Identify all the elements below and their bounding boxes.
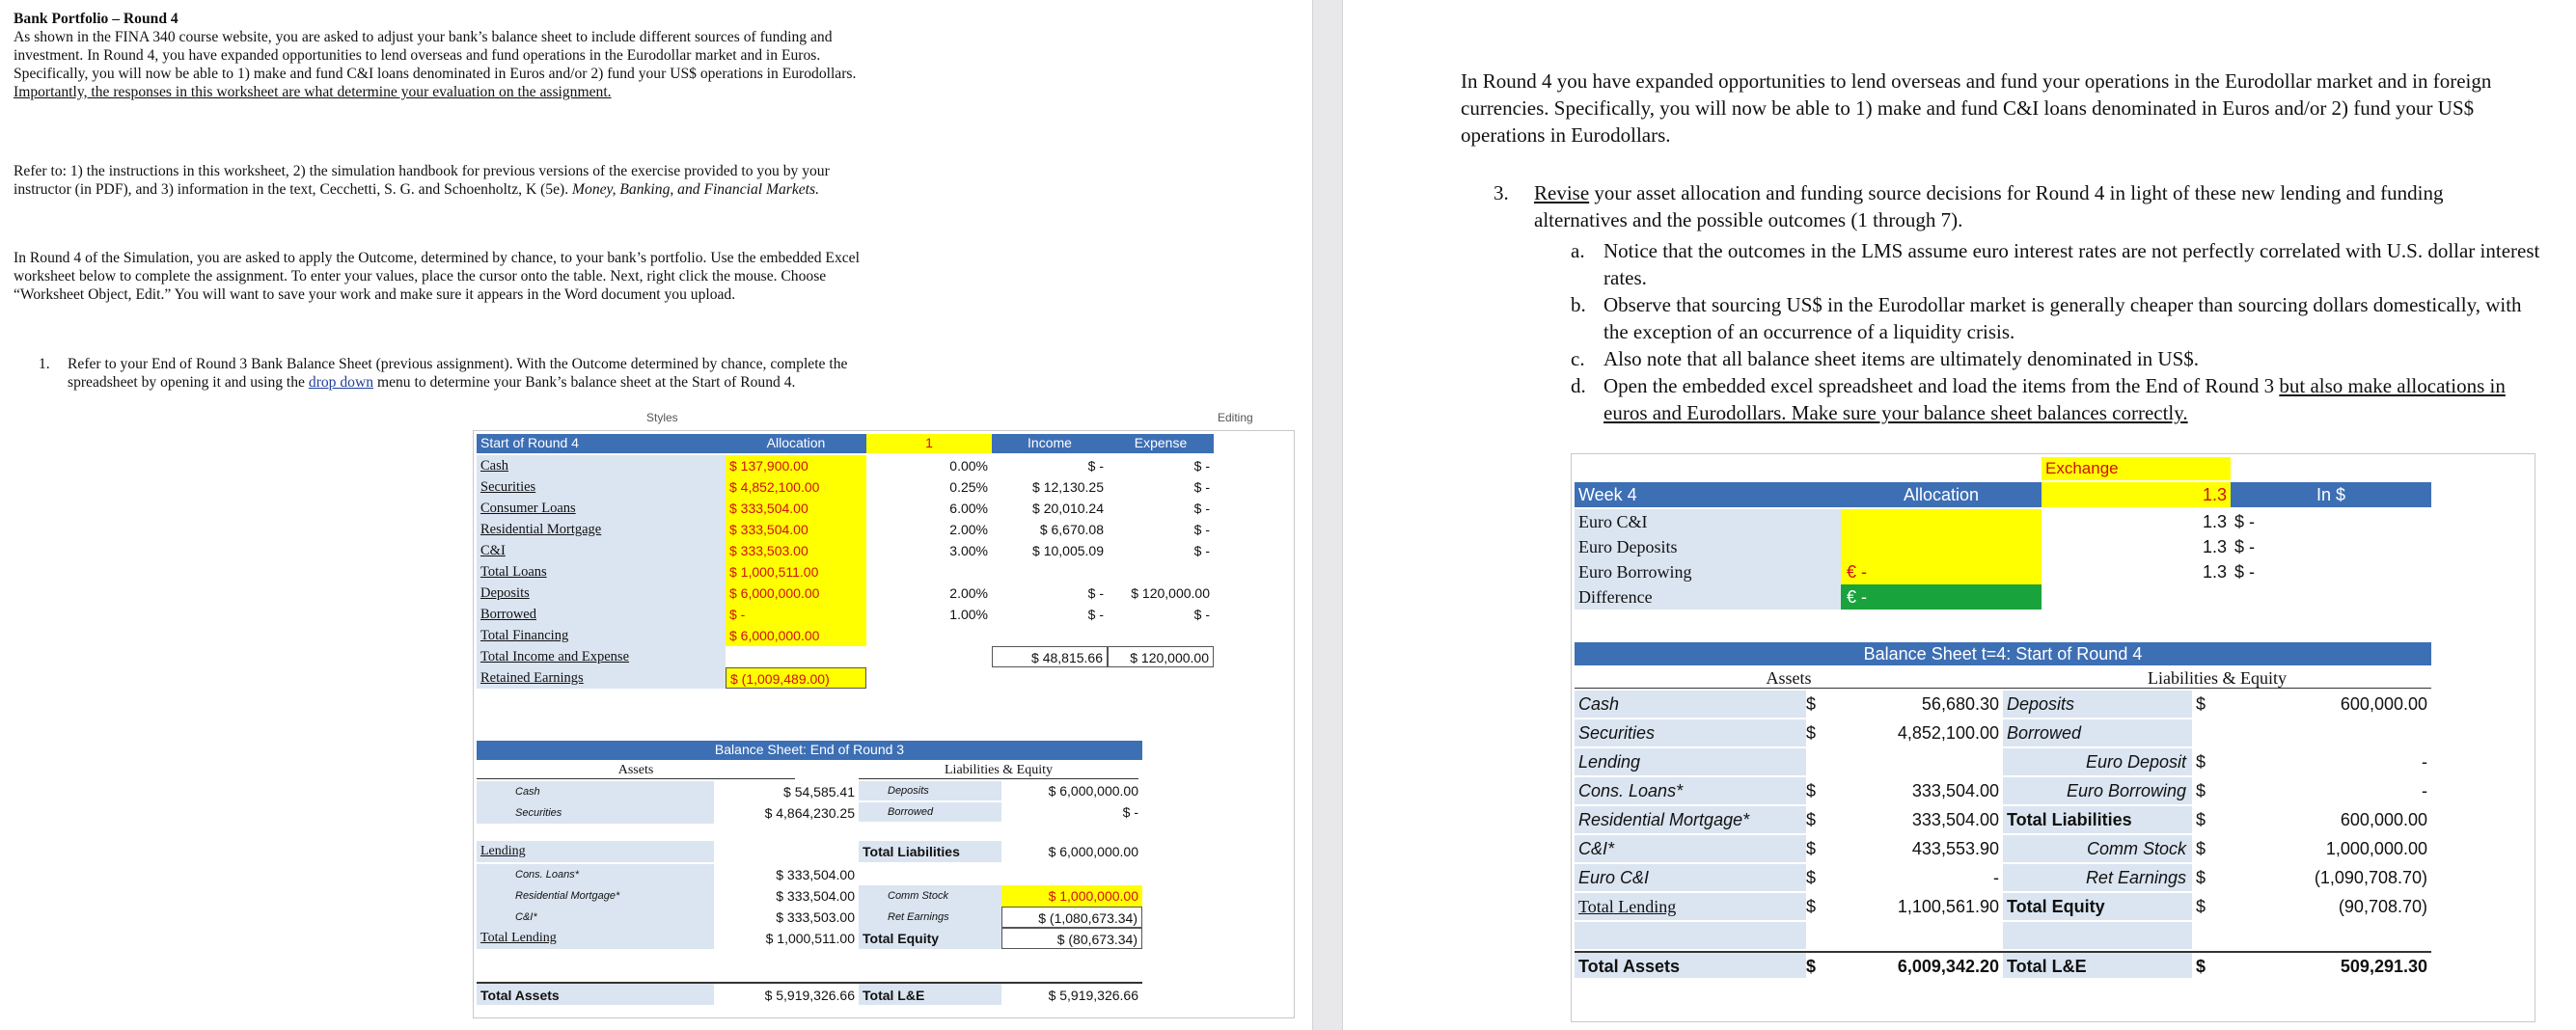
r4-row-expense: $ - bbox=[1193, 479, 1210, 495]
hdr-start-round4: Start of Round 4 bbox=[477, 434, 726, 453]
bs4-asset-cur bbox=[1806, 748, 1829, 775]
fx-row-allocation[interactable] bbox=[1841, 509, 2042, 534]
bs4-asset-label: Lending bbox=[1575, 748, 1806, 775]
bs4-liab-value: - bbox=[2422, 752, 2427, 772]
bs3-comm-stock-label: Comm Stock bbox=[859, 885, 1001, 907]
bs4-liab-value: - bbox=[2422, 781, 2427, 800]
bs3-total-equity-label: Total Equity bbox=[859, 928, 1001, 949]
sub-b-label: b. bbox=[1571, 293, 1586, 316]
item3-text: your asset allocation and funding source decisions for Round 4 in light of these new lending and funding alternatives and the possible outcomes (1 through 7). bbox=[1534, 181, 2444, 231]
ribbon-styles-label: Styles bbox=[646, 411, 678, 424]
bs4-liab-value: 600,000.00 bbox=[2340, 810, 2427, 829]
bs4-asset-cur: $ bbox=[1806, 897, 1817, 916]
outcome-dropdown[interactable]: 1 bbox=[866, 434, 992, 453]
bs4-asset-label: C&I* bbox=[1575, 835, 1806, 862]
r4-row-income: $ 48,815.66 bbox=[992, 646, 1108, 667]
bs4-liab-label: Ret Earnings bbox=[2003, 864, 2192, 891]
bs4-liab-value: 509,291.30 bbox=[2215, 951, 2431, 978]
r4-row-rate: 0.25% bbox=[949, 479, 988, 495]
bs4-asset-label: Securities bbox=[1575, 719, 1806, 746]
r4-row-allocation[interactable]: $ 4,852,100.00 bbox=[726, 476, 866, 498]
r4-row-expense: $ - bbox=[1193, 458, 1210, 474]
bs3-total-le-value: $ 5,919,326.66 bbox=[1001, 982, 1142, 1005]
bs4-liab-cur bbox=[2192, 719, 2215, 746]
bs4-asset-value: 6,009,342.20 bbox=[1829, 951, 2003, 978]
r4-row-income: $ 20,010.24 bbox=[1032, 501, 1104, 516]
bs3-ret-earn-value: $ (1,080,673.34) bbox=[1001, 907, 1142, 928]
bs3-total-lending-label: Total Lending bbox=[477, 928, 714, 949]
fx-hdr-in-usd: In $ bbox=[2231, 482, 2431, 507]
bs4-liab-cur: $ bbox=[2196, 897, 2206, 916]
r4-row-label: Cash bbox=[477, 455, 726, 476]
assets-header: Assets bbox=[477, 762, 795, 779]
hdr-expense: Expense bbox=[1108, 434, 1214, 453]
exchange-label: Exchange bbox=[2042, 457, 2231, 480]
bs4-liab-cur: $ bbox=[2196, 694, 2206, 714]
bs4-asset-label bbox=[1575, 922, 1806, 949]
item1-text-b: menu to determine your Bank’s balance sheet at the Start of Round 4. bbox=[376, 374, 796, 391]
r4-row-rate: 6.00% bbox=[949, 501, 988, 516]
bs4-asset-label: Total Assets bbox=[1575, 951, 1806, 978]
bs4-liab-label: Euro Borrowing bbox=[2003, 777, 2192, 804]
r4-row-allocation[interactable]: $ 333,503.00 bbox=[726, 540, 866, 561]
bs4-asset-cur: $ bbox=[1806, 723, 1817, 743]
bs3-cons-loans-label: Cons. Loans* bbox=[477, 864, 714, 885]
bs4-asset-cur: $ bbox=[1806, 951, 1829, 978]
bs4-asset-value: 333,504.00 bbox=[1911, 810, 1999, 829]
r4-row-expense: $ - bbox=[1193, 543, 1210, 558]
bs4-liab-label: Total L&E bbox=[2003, 951, 2192, 978]
fx-row-rate: 1.3 bbox=[2202, 562, 2227, 582]
list-number: 1. bbox=[39, 356, 50, 372]
liab-header: Liabilities & Equity bbox=[859, 762, 1138, 779]
bs4-title: Balance Sheet t=4: Start of Round 4 bbox=[1575, 642, 2431, 665]
bs3-securities-value: $ 4,864,230.25 bbox=[764, 805, 855, 821]
bs4-liab-value: 1,000,000.00 bbox=[2325, 839, 2427, 858]
r4-row-allocation[interactable]: $ 6,000,000.00 bbox=[726, 583, 866, 604]
sub-d-underlined: but also make allocations in euros and Eurodollars. Make sure your balance sheet balances correctly. bbox=[1603, 374, 2506, 424]
r4-row-expense: $ - bbox=[1193, 522, 1210, 537]
r4-row-allocation[interactable]: $ - bbox=[726, 604, 866, 625]
r4-row-income: $ 12,130.25 bbox=[1032, 479, 1104, 495]
r4-row-label: Borrowed bbox=[477, 604, 726, 625]
r4-row-rate: 1.00% bbox=[949, 607, 988, 622]
r4-row-label: Deposits bbox=[477, 583, 726, 604]
r4-row-label: Total Income and Expense bbox=[477, 646, 726, 667]
bs3-total-assets-label: Total Assets bbox=[477, 982, 714, 1005]
sub-a-text: Notice that the outcomes in the LMS assume euro interest rates are not perfectly correlated with U.S. dollar interest rates. bbox=[1603, 239, 2540, 289]
r4-row-allocation[interactable]: $ 1,000,511.00 bbox=[726, 561, 866, 583]
document-page-right bbox=[1343, 0, 2576, 1030]
r4-row-expense: $ - bbox=[1193, 501, 1210, 516]
bs3-borrowed-value: $ - bbox=[1122, 804, 1138, 820]
bs3-cons-loans-value: $ 333,504.00 bbox=[776, 867, 855, 882]
bs4-liab-label: Borrowed bbox=[2003, 719, 2192, 746]
bs4-liab-label: Total Liabilities bbox=[2003, 806, 2192, 833]
bs4-liab-value: (1,090,708.70) bbox=[2314, 868, 2427, 887]
r4-row-label: Total Financing bbox=[477, 625, 726, 646]
r4-row-expense: $ 120,000.00 bbox=[1131, 585, 1210, 601]
r4-row-expense: $ 120,000.00 bbox=[1108, 646, 1214, 667]
bs4-asset-value: 1,100,561.90 bbox=[1897, 897, 1999, 916]
bs4-liab-label bbox=[2003, 922, 2192, 949]
item1-text-a: Refer to your End of Round 3 Bank Balance Sheet (previous assignment). With the Outcome determined by chance, complete the spreadsheet by opening it and using the bbox=[68, 356, 848, 391]
para-three-text: In Round 4 of the Simulation, you are asked to apply the Outcome, determined by chance, to your bank’s portfolio. Use the embedded Excel worksheet below to complete the assignment. To enter your values, place the cursor onto the table. Next, right click the mouse. Choose “Worksheet Object, Edit.” You will want to save your work and make sure it appears in the Word document you upload. bbox=[14, 250, 860, 303]
sub-d-text: Open the embedded excel spreadsheet and load the items from the End of Round 3 bbox=[1603, 374, 2275, 397]
page-title: Bank Portfolio – Round 4 bbox=[14, 11, 178, 27]
bs4-liab-label: Deposits bbox=[2003, 691, 2192, 718]
ribbon-editing-label: Editing bbox=[1218, 411, 1253, 424]
fx-hdr-rate[interactable]: 1.3 bbox=[2042, 482, 2231, 507]
r4-row-expense: $ - bbox=[1193, 607, 1210, 622]
intro-text: As shown in the FINA 340 course website, you are asked to adjust your bank’s balance sheet to include different sources of funding and investment. In Round 4, you have expanded opportunities to lend overseas and fund operations in the Eurodollar market and in Euros. Specifically, you will now be able to 1) make and fund C&I loans denominated in Euros and/or 2) fund your US$ operations in Eurodollars. bbox=[14, 29, 857, 82]
bs4-asset-value: 4,852,100.00 bbox=[1897, 723, 1999, 743]
sub-a-label: a. bbox=[1571, 239, 1585, 262]
r4-row-income: $ - bbox=[1087, 458, 1104, 474]
bs3-borrowed-label: Borrowed bbox=[859, 802, 1001, 822]
fx-row-label: Difference bbox=[1575, 584, 1841, 610]
r4-row-label: C&I bbox=[477, 540, 726, 561]
bs3-cash-label: Cash bbox=[477, 781, 714, 802]
r4-row-income: $ 10,005.09 bbox=[1032, 543, 1104, 558]
r4-row-income: $ 6,670.08 bbox=[1039, 522, 1104, 537]
fx-row-rate: 1.3 bbox=[2202, 512, 2227, 531]
bs3-total-lending-value: $ 1,000,511.00 bbox=[765, 931, 855, 946]
hdr-allocation: Allocation bbox=[726, 434, 866, 453]
bs3-lending-label: Lending bbox=[477, 841, 714, 862]
fx-row-label: Euro Deposits bbox=[1575, 534, 1841, 559]
fx-row-allocation[interactable]: € - bbox=[1841, 584, 2042, 610]
bs4-asset-value: 333,504.00 bbox=[1911, 781, 1999, 800]
bs4-asset-cur bbox=[1806, 922, 1829, 949]
r4-row-allocation[interactable]: $ 333,504.00 bbox=[726, 498, 866, 519]
r4-row-allocation[interactable]: $ 333,504.00 bbox=[726, 519, 866, 540]
fx-row-usd: $ - bbox=[2234, 512, 2256, 531]
item3-number: 3. bbox=[1494, 181, 1509, 204]
refer-text: Refer to: 1) the instructions in this worksheet, 2) the simulation handbook for previous versions of the exercise provided to you by your instructor (in PDF), and 3) information in the text, Cecchetti, S. G. and Schoenholtz, K (5e). bbox=[14, 163, 830, 198]
refer-book-title: Money, Banking, and Financial Markets. bbox=[572, 181, 819, 198]
bs-end-round3-title: Balance Sheet: End of Round 3 bbox=[477, 741, 1142, 760]
fx-row-usd: $ - bbox=[2234, 562, 2256, 582]
item3-revise: Revise bbox=[1534, 181, 1590, 204]
r4-row-rate: 2.00% bbox=[949, 585, 988, 601]
r4-row-income: $ - bbox=[1087, 607, 1104, 622]
bs3-total-liab-label: Total Liabilities bbox=[859, 841, 1001, 862]
bs4-liab-value: (90,708.70) bbox=[2338, 897, 2427, 916]
bs4-liab-label: Euro Deposit bbox=[2003, 748, 2192, 775]
bs4-liab-cur: $ bbox=[2196, 781, 2206, 800]
bs4-asset-label: Total Lending bbox=[1575, 893, 1806, 920]
bs4-asset-cur: $ bbox=[1806, 781, 1817, 800]
bs4-asset-value: 56,680.30 bbox=[1921, 694, 1999, 714]
bs4-asset-label: Cash bbox=[1575, 691, 1806, 718]
bs4-liab-cur bbox=[2192, 922, 2215, 949]
bs3-ret-earn-label: Ret Earnings bbox=[859, 907, 1001, 928]
drop-down-link[interactable]: drop down bbox=[308, 374, 374, 391]
right-intro: In Round 4 you have expanded opportunities to lend overseas and fund your operations in the Eurodollar market and in foreign currencies. Specifically, you will now be able to 1) make and fund C&I loans denominated in Euros and/or 2) fund your US$ operations in Eurodollars. bbox=[1461, 69, 2492, 147]
bs4-liab-cur: $ bbox=[2196, 868, 2206, 887]
bs3-comm-stock-value[interactable]: $ 1,000,000.00 bbox=[1001, 885, 1142, 907]
bs4-liab-value bbox=[2215, 922, 2431, 949]
bs3-ci-label: C&I* bbox=[477, 907, 714, 928]
fx-hdr-allocation: Allocation bbox=[1841, 482, 2042, 507]
r4-row-label: Securities bbox=[477, 476, 726, 498]
r4-row-allocation[interactable]: $ 137,900.00 bbox=[726, 455, 866, 476]
bs3-cash-value: $ 54,585.41 bbox=[783, 784, 855, 800]
bs4-liab-cur: $ bbox=[2196, 752, 2206, 772]
bs4-asset-cur: $ bbox=[1806, 868, 1817, 887]
embedded-worksheet-week4[interactable] bbox=[1343, 0, 2576, 1030]
r4-row-income: $ - bbox=[1087, 585, 1104, 601]
bs4-asset-label: Cons. Loans* bbox=[1575, 777, 1806, 804]
bs4-asset-value bbox=[1829, 922, 2003, 949]
bs4-liab-value: 600,000.00 bbox=[2340, 694, 2427, 714]
bs4-liab-cur: $ bbox=[2196, 839, 2206, 858]
bs4-liab-cur: $ bbox=[2196, 810, 2206, 829]
intro-emphasis: Importantly, the responses in this worksheet are what determine your evaluation on the assignment. bbox=[14, 84, 612, 100]
r4-row-label: Retained Earnings bbox=[477, 667, 726, 689]
r4-row-rate: 0.00% bbox=[949, 458, 988, 474]
bs4-liab-header: Liabilities & Equity bbox=[2003, 667, 2431, 689]
r4-row-label: Residential Mortgage bbox=[477, 519, 726, 540]
sub-b-text: Observe that sourcing US$ in the Eurodollar market is generally cheaper than sourcing dollars domestically, with the exception of an occurrence of a liquidity crisis. bbox=[1603, 293, 2522, 343]
bs4-asset-value: - bbox=[1993, 868, 1999, 887]
bs4-assets-header: Assets bbox=[1575, 667, 2003, 689]
bs4-liab-value bbox=[2215, 719, 2431, 746]
bs3-deposits-label: Deposits bbox=[859, 781, 1001, 800]
r4-row-allocation[interactable]: $ (1,009,489.00) bbox=[726, 667, 866, 689]
bs4-asset-cur: $ bbox=[1806, 810, 1817, 829]
fx-row-usd: $ - bbox=[2234, 537, 2256, 556]
bs4-asset-label: Residential Mortgage* bbox=[1575, 806, 1806, 833]
bs4-liab-cur: $ bbox=[2192, 951, 2215, 978]
fx-row-label: Euro Borrowing bbox=[1575, 559, 1841, 584]
bs4-asset-value: 433,553.90 bbox=[1911, 839, 1999, 858]
bs3-total-equity-value: $ (80,673.34) bbox=[1001, 928, 1142, 949]
bs4-asset-cur: $ bbox=[1806, 694, 1817, 714]
fx-row-label: Euro C&I bbox=[1575, 509, 1841, 534]
fx-hdr-week: Week 4 bbox=[1575, 482, 1841, 507]
r4-row-label: Total Loans bbox=[477, 561, 726, 583]
bs4-asset-cur: $ bbox=[1806, 839, 1817, 858]
fx-row-allocation[interactable] bbox=[1841, 534, 2042, 559]
bs4-liab-label: Total Equity bbox=[2003, 893, 2192, 920]
bs3-total-assets-value: $ 5,919,326.66 bbox=[714, 982, 859, 1005]
r4-row-label: Consumer Loans bbox=[477, 498, 726, 519]
r4-row-rate: 3.00% bbox=[949, 543, 988, 558]
bs4-asset-value bbox=[1829, 748, 2003, 775]
bs3-total-le-label: Total L&E bbox=[859, 982, 1001, 1005]
hdr-income: Income bbox=[992, 434, 1108, 453]
bs3-securities-label: Securities bbox=[477, 802, 714, 824]
bs3-res-mort-value: $ 333,504.00 bbox=[776, 888, 855, 904]
r4-row-allocation[interactable]: $ 6,000,000.00 bbox=[726, 625, 866, 646]
fx-row-rate: 1.3 bbox=[2202, 537, 2227, 556]
bs3-ci-value: $ 333,503.00 bbox=[776, 909, 855, 925]
fx-row-allocation[interactable]: € - bbox=[1841, 559, 2042, 584]
sub-d-label: d. bbox=[1571, 374, 1586, 397]
bs3-deposits-value: $ 6,000,000.00 bbox=[1048, 783, 1138, 799]
page-gap bbox=[1312, 0, 1343, 1030]
sub-c-label: c. bbox=[1571, 347, 1585, 370]
r4-row-rate: 2.00% bbox=[949, 522, 988, 537]
bs4-asset-label: Euro C&I bbox=[1575, 864, 1806, 891]
bs3-res-mort-label: Residential Mortgage* bbox=[477, 885, 714, 907]
bs4-liab-label: Comm Stock bbox=[2003, 835, 2192, 862]
sub-c-text: Also note that all balance sheet items are ultimately denominated in US$. bbox=[1603, 347, 2199, 370]
bs3-total-liab-value: $ 6,000,000.00 bbox=[1048, 844, 1138, 859]
